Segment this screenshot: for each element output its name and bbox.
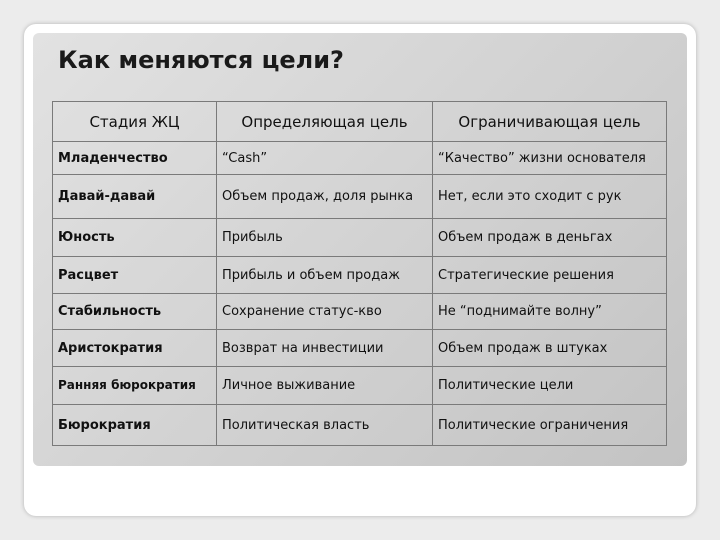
limiting-goal-cell: Политические ограничения [433, 405, 667, 446]
limiting-goal-cell: Объем продаж в штуках [433, 330, 667, 367]
slide-title: Как меняются цели? [58, 46, 344, 74]
defining-goal-cell: Объем продаж, доля рынка [217, 175, 433, 219]
limiting-goal-cell: Объем продаж в деньгах [433, 219, 667, 257]
limiting-goal-cell: Стратегические решения [433, 257, 667, 294]
defining-goal-cell: Прибыль и объем продаж [217, 257, 433, 294]
stage-cell: Младенчество [53, 142, 217, 175]
limiting-goal-cell: “Качество” жизни основателя [433, 142, 667, 175]
stage-cell: Аристократия [53, 330, 217, 367]
defining-goal-cell: Политическая власть [217, 405, 433, 446]
table-row [53, 294, 667, 330]
defining-goal-cell: Возврат на инвестиции [217, 330, 433, 367]
table-row [53, 367, 667, 405]
stage-cell: Бюрократия [53, 405, 217, 446]
header-defining-goal: Определяющая цель [217, 102, 433, 142]
limiting-goal-cell: Не “поднимайте волну” [433, 294, 667, 330]
table-header-row [53, 102, 667, 142]
table-row [53, 330, 667, 367]
defining-goal-cell: Сохранение статус-кво [217, 294, 433, 330]
goals-table [52, 101, 667, 446]
defining-goal-cell: “Cash” [217, 142, 433, 175]
limiting-goal-cell: Политические цели [433, 367, 667, 405]
header-limiting-goal: Ограничивающая цель [433, 102, 667, 142]
limiting-goal-cell: Нет, если это сходит с рук [433, 175, 667, 219]
defining-goal-cell: Прибыль [217, 219, 433, 257]
header-stage: Стадия ЖЦ [53, 102, 217, 142]
table-row [53, 219, 667, 257]
table-row [53, 257, 667, 294]
table-row [53, 175, 667, 219]
stage-cell: Юность [53, 219, 217, 257]
table-row [53, 405, 667, 446]
stage-cell: Давай-давай [53, 175, 217, 219]
defining-goal-cell: Личное выживание [217, 367, 433, 405]
table-row [53, 142, 667, 175]
stage-cell: Расцвет [53, 257, 217, 294]
stage-cell: Ранняя бюрократия [53, 367, 217, 405]
stage-cell: Стабильность [53, 294, 217, 330]
